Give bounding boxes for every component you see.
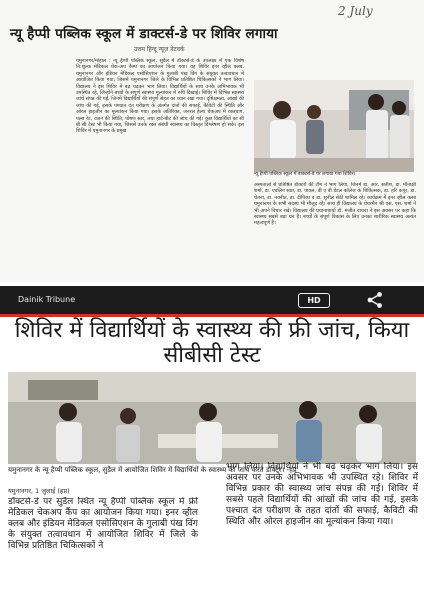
article1-photo — [254, 80, 414, 172]
article2-photo — [8, 372, 416, 464]
article1-column-left: यमुनानगर/मोहाल : न्यू हैप्पी पब्लिक स्कूल, सुडैल में डॉक्टर्स-डे के उपलक्ष्य में एक विशेष नि:शुल्क मेडिकल चेक-अप कैम्प का आयोजन किया गया। यह शिविर इनर व्हील क्लब, यमुनानगर और इंडियन मेडिकल एसोसिएशन के गुलाबी पंख विंग के संयुक्त तत्वावधान में आयोजित किया गया, जिसमें यमुनानगर जिले के विभिन्न प्रतिष्ठित चिकित्सकों ने भाग लिया। विद्यालय ने इस शिविर में बढ़ चढ़कर भाग लिया। विद्यार्थियों के साथ उनके अभिभावक भी उपस्थित रहे, जिन्होंने बच्चों के संपूर्ण स्वास्थ्य मूल्यांकन में रुचि दिखाई। शिविर में विभिन्न स्वास्थ्य जांचें संपन्न की गईं, जिनमें विद्यार्थियों की संपूर्ण सेहत का ध्यान रखा गया। दृष्टिक्षमता, आंखों की जांच की गई, इसके पश्चात दंत परीक्षण के अंतर्गत दांतों की सफाई, कैविटी की स्थिति और ओरल हाइजीन का मूल्यांकन किया गया। इसके अतिरिक्त, जनरल हेल्थ चेकअप में रक्तचाप, पल्स रेट, वजन की स्थिति, पोषण स्तर, तथा हार्ट-बीट की जांच की गई। कुछ विद्यार्थियों का सी बी सी टेस्ट भी किया गया, जिससे उनके रक्त संबंधी स्वास्थ्य का विस्तृत विश्लेषण हो सके। इस शिविर में यमुनानगर के प्रमुख — [76, 58, 244, 135]
article2-column-left: डॉक्टर्स-डे पर सुडैल स्थित न्यू हैप्पी पब्लिक स्कूल में फ्री मेडिकल चेकअप कैंप का आयोजन किया गया। इनर व्हील क्लब और इंडियन मेडिकल एसोसिएशन के गुलाबी पंख विंग के संयुक्त तत्वावधान में आयोजित शिविर में जिले के विभिन्न प्रतिष्ठित चिकित्सकों ने — [8, 497, 198, 551]
article1-headline: न्यू हैप्पी पब्लिक स्कूल में डाक्टर्स-डे पर शिविर लगाया — [10, 26, 278, 42]
doctor-checkup-photo-illustration — [254, 80, 414, 172]
article2-column-right: भाग लिया। विद्यार्थियों ने भी बढ़ चढ़कर भाग लिया। इस अवसर पर उनके अभिभावक भी उपस्थित रहे। शिविर में विभिन्न प्रकार की स्वास्थ्य जांच संपन्न की गई। शिविर में सबसे पहले विद्यार्थियों की आंखों की जांच की गई, इसके पश्चात दंत परीक्षण के तहत दांतों की सफाई, कैविटी की स्थिति और ओरल हाइजीन का मूल्यांकन किया गया। — [226, 462, 418, 527]
handwritten-date-note: 2 July — [338, 4, 373, 18]
article1-column-right: अस्पतालों से प्रतिष्ठित डॉक्टरों की टीम ने भाग लिया, जिनमें डा. आर. सतीश, डा. मीनाक्षी शर्मा, डा. एवलिन सप्रा, डा. पायल, डी ए वी डेंटल कॉलेज के चिकित्सक, डा. हरि कपूर, डा. चेतना, डा. नवनीत, डा. दीपिका व डा. सुनील सेठी शामिल रहे। कार्यक्रम में इनर व्हील क्लब यमुनानगर के सभी सदस्य भी मौजूद रहे। साथ ही विद्यालय के चेयरमैन श्री एस. एस. शर्मा ने भी अपने विचार रखे। विद्यालय की प्रधानाचार्या डॉ. मंजीत वाधवा ने इस अवसर पर कहा कि स्वास्थ्य सबसे बड़ा धन है। बच्चों के संपूर्ण विकास के लिए उनका शारीरिक स्वास्थ्य अत्यंत महत्वपूर्ण है। — [254, 182, 416, 227]
share-icon[interactable] — [366, 291, 384, 309]
article1-byline: उत्तम हिन्दू न्यूज़ नेटवर्क — [134, 46, 185, 53]
article2-dateline: यमुनानगर, 1 जुलाई (हप्र) — [8, 487, 70, 495]
student-health-checkup-photo-illustration — [8, 372, 416, 464]
article2-photo-caption: यमुनानगर के न्यू हैप्पी पब्लिक स्कूल, सुडैल में आयोजित शिविर में विद्यार्थियों के स्वास्थ्य की जांच करते डॉक्टर। -हप्र — [8, 466, 297, 474]
article1-photo-caption: न्यू हैप्पी पब्लिक स्कूल में डाक्टर्स-डे पर लगाया गया शिविर। — [254, 172, 356, 177]
toolbar-accent-divider — [0, 314, 424, 317]
app-title: Dainik Tribune — [18, 295, 76, 304]
article2-headline: शिविर में विद्यार्थियों के स्वास्थ्य की फ्री जांच, किया सीबीसी टेस्ट — [14, 318, 410, 368]
hd-button[interactable]: HD — [298, 293, 330, 308]
